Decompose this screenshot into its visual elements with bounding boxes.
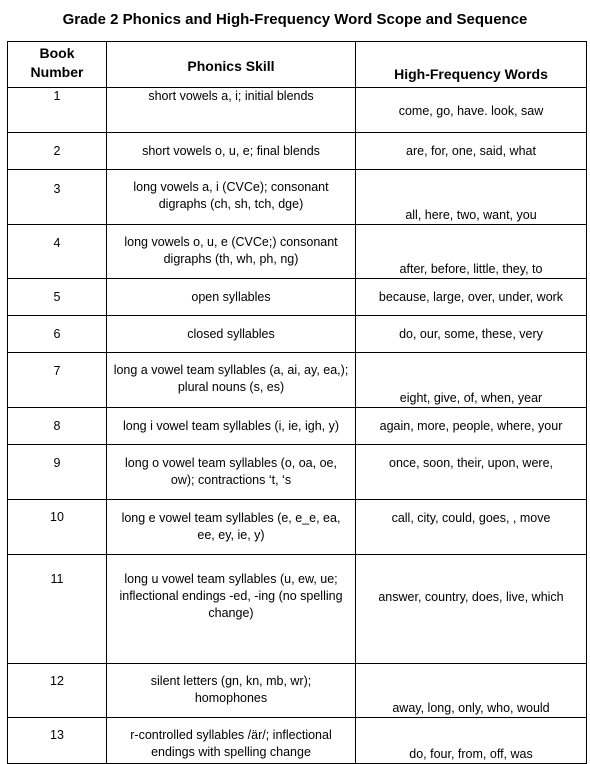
book-number-cell: 1 [8, 88, 107, 133]
phonics-skill-cell: r-controlled syllables /är/; inflectional endings with spelling change [107, 718, 356, 764]
phonics-skill-cell: short vowels o, u, e; final blends [107, 133, 356, 170]
high-frequency-words-cell: come, go, have. look, saw [356, 88, 587, 133]
column-header-phonics-skill: Phonics Skill [107, 42, 356, 88]
book-number-cell: 11 [8, 555, 107, 664]
table-row [8, 88, 587, 133]
table-row [8, 170, 587, 225]
phonics-skill-cell: long vowels a, i (CVCe); consonant digraphs (ch, sh, tch, dge) [107, 170, 356, 225]
phonics-skill-cell: long u vowel team syllables (u, ew, ue; inflectional endings -ed, -ing (no spelling change) [107, 555, 356, 664]
phonics-skill-cell: short vowels a, i; initial blends [107, 88, 356, 133]
table-row [8, 718, 587, 764]
high-frequency-words-cell: because, large, over, under, work [356, 279, 587, 316]
high-frequency-words-cell: do, four, from, off, was [356, 718, 587, 764]
high-frequency-words-cell: are, for, one, said, what [356, 133, 587, 170]
book-number-cell: 7 [8, 353, 107, 408]
table-row [8, 445, 587, 500]
page-title: Grade 2 Phonics and High-Frequency Word Scope and Sequence [62, 11, 528, 28]
header-row [8, 42, 587, 88]
table-row [8, 408, 587, 445]
table-row [8, 279, 587, 316]
phonics-skill-cell: closed syllables [107, 316, 356, 353]
table-row [8, 225, 587, 279]
book-number-cell: 13 [8, 718, 107, 764]
book-number-cell: 2 [8, 133, 107, 170]
high-frequency-words-cell: after, before, little, they, to [356, 225, 587, 279]
book-number-cell: 4 [8, 225, 107, 279]
column-header-high-frequency-words: High-Frequency Words [356, 42, 587, 88]
high-frequency-words-cell: call, city, could, goes, , move [356, 500, 587, 555]
book-number-cell: 6 [8, 316, 107, 353]
table-row [8, 353, 587, 408]
table-row [8, 500, 587, 555]
phonics-skill-cell: long vowels o, u, e (CVCe;) consonant digraphs (th, wh, ph, ng) [107, 225, 356, 279]
high-frequency-words-cell: once, soon, their, upon, were, [356, 445, 587, 500]
phonics-skill-cell: long a vowel team syllables (a, ai, ay, ea,); plural nouns (s, es) [107, 353, 356, 408]
table-row [8, 555, 587, 664]
phonics-skill-cell: long o vowel team syllables (o, oa, oe, ow); contractions ‘t, ‘s [107, 445, 356, 500]
high-frequency-words-cell: answer, country, does, live, which [356, 555, 587, 664]
table-row [8, 664, 587, 718]
phonics-skill-cell: long e vowel team syllables (e, e_e, ea, ee, ey, ie, y) [107, 500, 356, 555]
scope-sequence-table [7, 41, 587, 764]
book-number-cell: 9 [8, 445, 107, 500]
high-frequency-words-cell: again, more, people, where, your [356, 408, 587, 445]
book-number-cell: 12 [8, 664, 107, 718]
book-number-cell: 3 [8, 170, 107, 225]
table-row [8, 133, 587, 170]
column-header-book-number: Book Number [8, 42, 107, 88]
book-number-cell: 8 [8, 408, 107, 445]
high-frequency-words-cell: away, long, only, who, would [356, 664, 587, 718]
table-row [8, 316, 587, 353]
high-frequency-words-cell: do, our, some, these, very [356, 316, 587, 353]
phonics-skill-cell: open syllables [107, 279, 356, 316]
phonics-skill-cell: silent letters (gn, kn, mb, wr); homophones [107, 664, 356, 718]
book-number-cell: 5 [8, 279, 107, 316]
high-frequency-words-cell: eight, give, of, when, year [356, 353, 587, 408]
book-number-cell: 10 [8, 500, 107, 555]
phonics-skill-cell: long i vowel team syllables (i, ie, igh, y) [107, 408, 356, 445]
high-frequency-words-cell: all, here, two, want, you [356, 170, 587, 225]
